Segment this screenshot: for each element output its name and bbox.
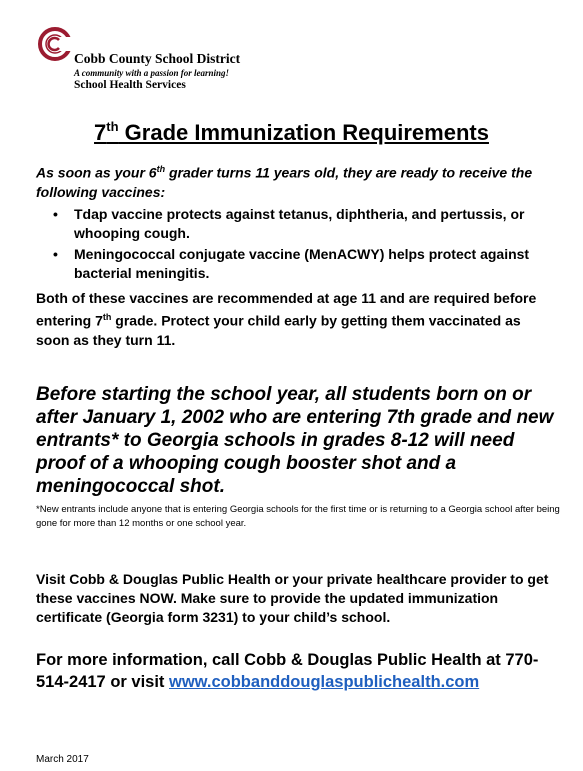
- recommendation-text-a: Both of these vaccines are recommended at age 11 and are required before entering 7: [36, 290, 537, 329]
- intro-ordinal: th: [156, 164, 166, 174]
- intro-paragraph: [36, 160, 556, 202]
- contact-info: [36, 649, 561, 693]
- public-health-link[interactable]: www.cobbanddouglaspublichealth.com: [169, 673, 480, 691]
- org-name: Cobb County School District: [74, 51, 241, 66]
- document-date: March 2017: [36, 754, 89, 765]
- title-grade: 7: [94, 120, 107, 145]
- list-item: [36, 245, 556, 283]
- intro-text-a: As soon as your 6: [36, 164, 157, 181]
- list-item: [36, 205, 556, 243]
- title-ordinal: th: [106, 119, 119, 134]
- new-entrants-footnote: *New entrants include anyone that is entering Georgia schools for the first time or is returning to a Georgia school after being gone for more than 12 months or one school year.: [36, 504, 560, 529]
- vaccine-text: Tdap vaccine protects against tetanus, diphtheria, and pertussis, or whooping cough.: [74, 206, 525, 241]
- vaccine-list: [36, 205, 556, 285]
- district-logo-icon: [37, 26, 73, 62]
- page-title: [0, 119, 583, 145]
- recommendation-ordinal: th: [102, 312, 112, 322]
- contact-text: For more information, call Cobb & Douglas Public Health at 770-514-2417 or visit: [36, 651, 539, 691]
- department-name: School Health Services: [74, 78, 186, 91]
- organization-header: [74, 52, 240, 91]
- visit-paragraph: Visit Cobb & Douglas Public Health or your private healthcare provider to get these vaccines NOW. Make sure to provide the updated immunization certificate (Georgia form 3231) to your child’s school.: [36, 571, 549, 625]
- requirement-statement: Before starting the school year, all students born on or after January 1, 2002 who are entering 7th grade and new entrants* to Georgia schools in grades 8-12 will need proof of a whooping cough booster shot and a meningococcal shot.: [36, 384, 554, 497]
- recommendation-text-b: grade. Protect your child early by getting them vaccinated as soon as they turn 11.: [36, 312, 521, 348]
- intro-text-b: grader turns 11 years old, they are ready to receive the following vaccines:: [36, 164, 533, 200]
- vaccine-text: Meningococcal conjugate vaccine (MenACWY) helps protect against bacterial meningitis.: [74, 246, 530, 281]
- org-tagline: A community with a passion for learning!: [74, 67, 230, 78]
- bullet-icon: •: [53, 246, 58, 262]
- recommendation-paragraph: [36, 289, 556, 350]
- title-text: Grade Immunization Requirements: [118, 120, 489, 145]
- bullet-icon: •: [53, 206, 58, 222]
